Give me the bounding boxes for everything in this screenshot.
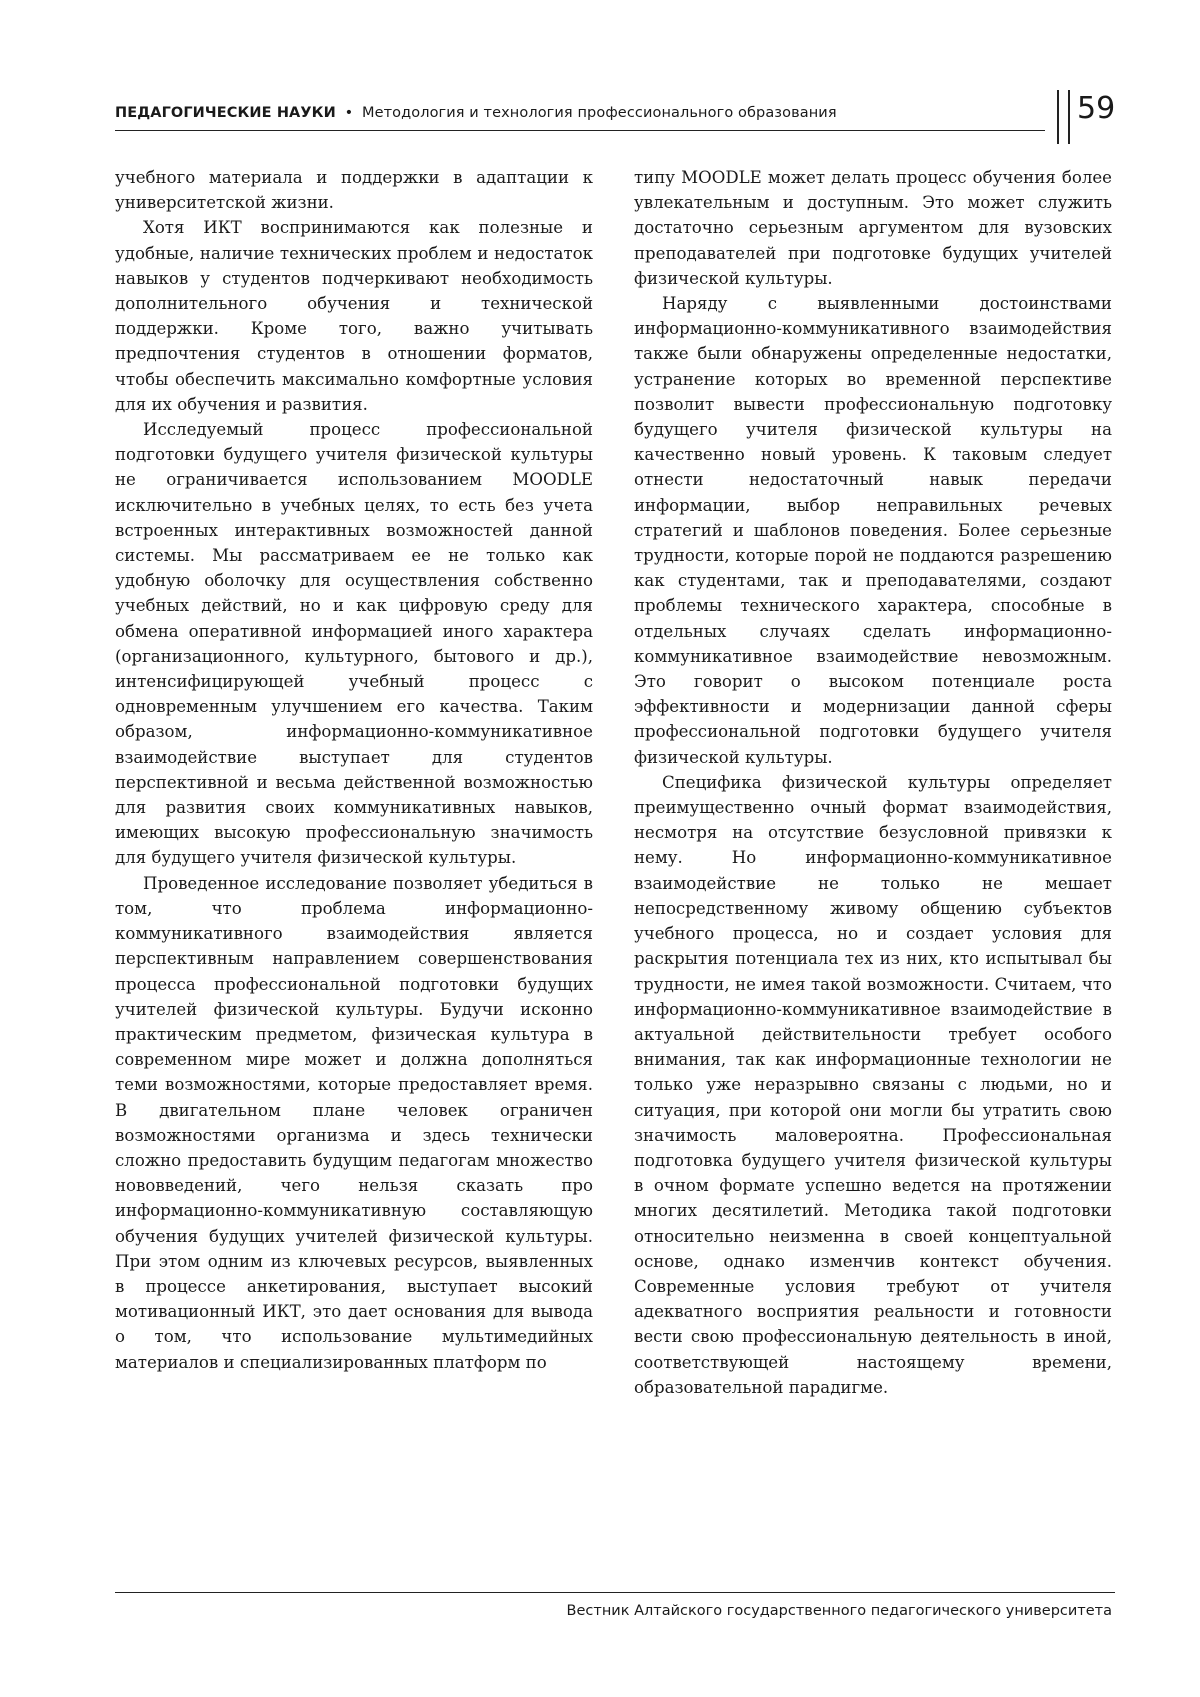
header-section: ПЕДАГОГИЧЕСКИЕ НАУКИ <box>115 105 336 121</box>
paragraph: Проведенное исследование позволяет убедиться в том, что проблема информационно-коммуникативного взаимодействия является перспективным направлением совершенствования процесса профессиональной подготовки будущих учителей физической культуры. Будучи исконно практическим предметом, физическая культура в современном мире может и должна дополняться теми возможностями, которые предоставляет время. В двигательном плане человек ограничен возможностями организма и здесь технически сложно предоставить будущим педагогам множество нововведений, чего нельзя сказать про информационно-коммуникативную составляющую обучения будущих учителей физической культуры. При этом одним из ключевых ресурсов, выявленных в процессе анкетирования, выступает высокий мотивационный ИКТ, это дает основания для вывода о том, что использование мультимедийных материалов и специализированных платформ по <box>115 873 593 1372</box>
right-column <box>634 165 1112 1400</box>
header-separator: • <box>344 105 354 121</box>
running-header <box>115 91 1116 150</box>
page-number: 59 <box>1077 91 1116 126</box>
header-double-bar <box>1057 90 1070 144</box>
paragraph: Исследуемый процесс профессиональной подготовки будущего учителя физической культуры не ограничивается использованием MOODLE исключительно в учебных целях, то есть без учета встроенных интерактивных возможностей данной системы. Мы рассматриваем ее не только как удобную оболочку для осуществления собственно учебных действий, но и как цифровую среду для обмена оперативной информацией иного характера (организационного, культурного, бытового и др.), интенсифицирующей учебный процесс с одновременным улучшением его качества. Таким образом, информационно-коммуникативное взаимодействие выступает для студентов перспективной и весьма действенной возможностью для развития своих коммуникативных навыков, имеющих высокую профессиональную значимость для будущего учителя физической культуры. <box>115 420 593 868</box>
header-title <box>115 105 837 121</box>
footer-journal-title: Вестник Алтайского государственного педагогического университета <box>566 1603 1112 1619</box>
header-subtitle: Методология и технология профессионального образования <box>361 105 837 121</box>
paragraph: Специфика физической культуры определяет преимущественно очный формат взаимодействия, несмотря на отсутствие безусловной привязки к нему. Но информационно-коммуникативное взаимодействие не только не мешает непосредственному живому общению субъектов учебного процесса, но и создает условия для раскрытия потенциала тех из них, кто испытывал бы трудности, не имея такой возможности. Считаем, что информационно-коммуникативное взаимодействие в актуальной действительности требует особого внимания, так как информационные технологии не только уже неразрывно связаны с людьми, но и ситуация, при которой они могли бы утратить свою значимость маловероятна. Профессиональная подготовка будущего учителя физической культуры в очном формате успешно ведется на протяжении многих десятилетий. Методика такой подготовки относительно неизменна в своей концептуальной основе, однако изменчив контекст обучения. Современные условия требуют от учителя адекватного восприятия реальности и готовности вести свою профессиональную деятельность в иной, соответствующей настоящему времени, образовательной парадигме. <box>634 772 1112 1397</box>
header-rule <box>115 130 1045 131</box>
left-column <box>115 165 593 1375</box>
footer-rule <box>115 1592 1115 1593</box>
paragraph: типу MOODLE может делать процесс обучения более увлекательным и доступным. Это может служить достаточно серьезным аргументом для вузовских преподавателей при подготовке будущих учителей физической культуры. <box>634 168 1112 288</box>
paragraph: Наряду с выявленными достоинствами информационно-коммуникативного взаимодействия также были обнаружены определенные недостатки, устранение которых во временной перспективе позволит вывести профессиональную подготовку будущего учителя физической культуры на качественно новый уровень. К таковым следует отнести недостаточный навык передачи информации, выбор неправильных речевых стратегий и шаблонов поведения. Более серьезные трудности, которые порой не поддаются разрешению как студентами, так и преподавателями, создают проблемы технического характера, способные в отдельных случаях сделать информационно-коммуникативное взаимодействие невозможным. Это говорит о высоком потенциале роста эффективности и модернизации данной сферы профессиональной подготовки будущего учителя физической культуры. <box>634 294 1112 767</box>
paragraph: Хотя ИКТ воспринимаются как полезные и удобные, наличие технических проблем и недостаток навыков у студентов подчеркивают необходимость дополнительного обучения и технической поддержки. Кроме того, важно учитывать предпочтения студентов в отношении форматов, чтобы обеспечить максимально комфортные условия для их обучения и развития. <box>115 218 593 414</box>
paragraph: учебного материала и поддержки в адаптации к университетской жизни. <box>115 168 593 213</box>
